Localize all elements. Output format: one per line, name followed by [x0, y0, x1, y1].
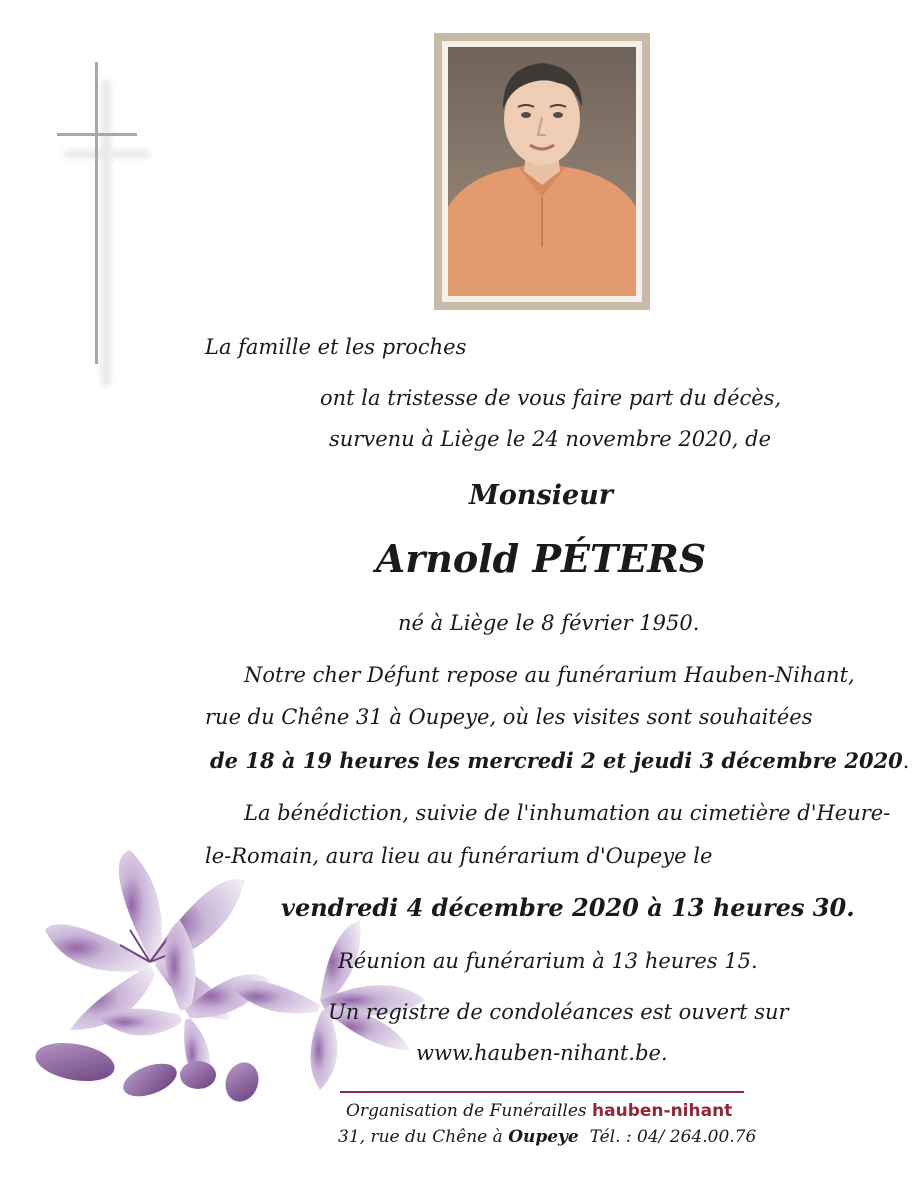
- deceased-name: Arnold PÉTERS: [375, 536, 707, 581]
- footer-phone: Tél. : 04/ 264.00.76: [589, 1127, 757, 1147]
- lily-flowers-illustration: [30, 850, 450, 1110]
- cross-shadow: [101, 80, 111, 386]
- website-link[interactable]: www.hauben-nihant.be.: [416, 1041, 668, 1065]
- portrait-illustration: [448, 47, 636, 296]
- condolences-line: Un registre de condoléances est ouvert sur: [328, 1000, 789, 1024]
- intro-line-3: survenu à Liège le 24 novembre 2020, de: [329, 427, 772, 451]
- intro-line-1: La famille et les proches: [205, 335, 467, 359]
- birth-line: né à Liège le 8 février 1950.: [398, 611, 700, 635]
- footer-divider: [340, 1091, 744, 1093]
- visits-line-2: rue du Chêne 31 à Oupeye, où les visites sont souhaitées: [205, 705, 813, 729]
- intro-line-2: ont la tristesse de vous faire part du décès,: [320, 386, 782, 410]
- meeting-line: Réunion au funérarium à 13 heures 15.: [338, 949, 758, 973]
- ceremony-line-1: La bénédiction, suivie de l'inhumation au cimetière d'Heure-: [244, 801, 891, 825]
- visits-schedule: de 18 à 19 heures les mercredi 2 et jeudi 3 décembre 2020: [210, 748, 903, 773]
- cross-shadow: [64, 150, 150, 158]
- cross-icon: [57, 133, 137, 136]
- footer-town: Oupeye: [508, 1127, 579, 1147]
- deceased-title: Monsieur: [468, 480, 614, 511]
- brand-logo: hauben-nihant: [592, 1101, 733, 1121]
- footer-address-line: [338, 1127, 756, 1147]
- footer-org-label: Organisation de Funérailles: [346, 1101, 587, 1121]
- visits-schedule-period: .: [902, 749, 910, 773]
- visits-line-1: Notre cher Défunt repose au funérarium Hauben-Nihant,: [244, 663, 855, 687]
- portrait-photo: [448, 47, 636, 296]
- footer-address: 31, rue du Chêne à: [338, 1127, 503, 1147]
- cross-icon: [95, 62, 98, 364]
- visits-schedule-line: [210, 748, 909, 773]
- ceremony-datetime: vendredi 4 décembre 2020 à 13 heures 30.: [281, 893, 855, 922]
- ceremony-line-2: le-Romain, aura lieu au funérarium d'Oupeye le: [205, 844, 713, 868]
- footer-org-line: [346, 1101, 732, 1121]
